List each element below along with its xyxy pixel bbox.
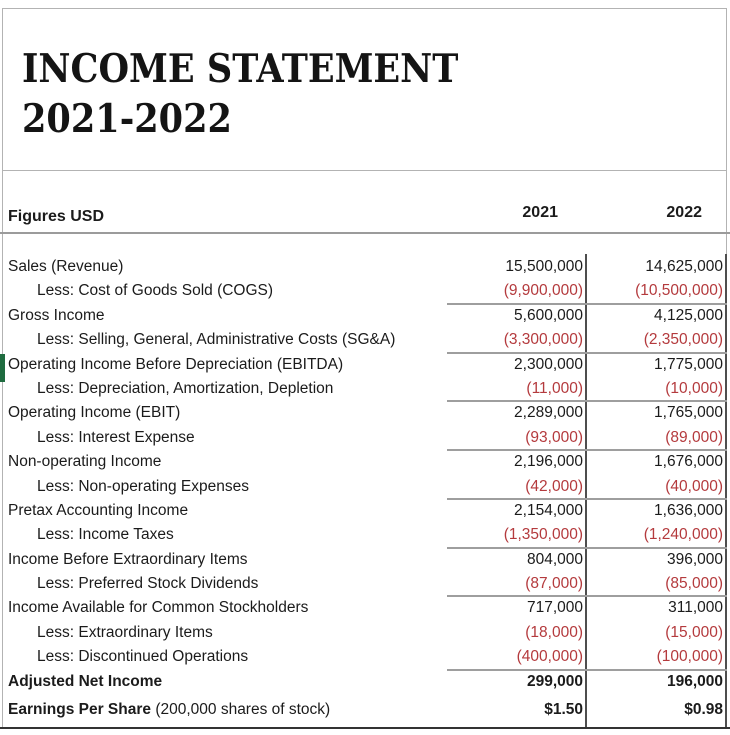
row-label: Sales (Revenue) — [8, 258, 124, 275]
value-2022: (2,350,000) — [643, 331, 723, 349]
statement-row — [0, 621, 730, 645]
value-2021: 5,600,000 — [514, 306, 583, 324]
row-label: Operating Income Before Depreciation (EBITDA) — [8, 355, 344, 373]
row-label: Less: Extraordinary Items — [37, 623, 213, 641]
row-label: Less: Discontinued Operations — [37, 648, 249, 666]
column-header-row — [0, 204, 730, 230]
row-label: Less: Depreciation, Amortization, Depletion — [37, 379, 334, 397]
value-2021: (87,000) — [525, 575, 583, 593]
statement-row — [0, 377, 730, 401]
column-header-2022: 2022 — [666, 204, 702, 221]
value-2021: 299,000 — [526, 672, 583, 690]
statement-row — [0, 499, 730, 523]
row-label: Pretax Accounting Income — [8, 501, 189, 519]
value-2022: 1,636,000 — [654, 501, 723, 519]
statement-row — [0, 401, 730, 425]
row-label: Less: Selling, General, Administrative Costs (SG&A) — [37, 331, 396, 349]
value-2022: (15,000) — [665, 623, 723, 641]
value-2021: (9,900,000) — [503, 282, 583, 300]
statement-row — [0, 426, 730, 450]
value-2021: 804,000 — [526, 550, 583, 568]
eps-value-2022: $0.98 — [684, 701, 723, 719]
row-label: Less: Preferred Stock Dividends — [37, 575, 259, 593]
row-label: Less: Interest Expense — [37, 428, 195, 446]
value-2022: 196,000 — [666, 672, 723, 690]
row-label: Income Before Extraordinary Items — [8, 550, 248, 568]
value-2022: (10,000) — [665, 379, 723, 397]
value-2022: 396,000 — [666, 550, 723, 568]
value-2021: 2,289,000 — [514, 404, 583, 422]
value-2021: 2,300,000 — [514, 355, 583, 373]
row-label: Less: Non-operating Expenses — [37, 477, 249, 495]
statement-row — [0, 255, 730, 279]
value-2021: 15,500,000 — [505, 258, 583, 275]
value-2022: 311,000 — [668, 599, 723, 617]
value-2021: 2,154,000 — [514, 501, 583, 519]
value-2021: (3,300,000) — [503, 331, 583, 349]
row-label: Gross Income — [8, 306, 105, 324]
value-2022: 14,625,000 — [645, 258, 723, 275]
value-2022: (85,000) — [665, 575, 723, 593]
value-2021: (93,000) — [525, 428, 583, 446]
statement-row — [0, 548, 730, 572]
statement-row — [0, 572, 730, 596]
statement-row — [0, 450, 730, 474]
column-header-2021: 2021 — [522, 204, 558, 221]
eps-row — [0, 698, 730, 722]
value-2021: (400,000) — [516, 648, 583, 666]
value-2022: 1,676,000 — [654, 453, 723, 471]
row-label: Income Available for Common Stockholders — [8, 599, 309, 617]
figures-usd-label: Figures USD — [8, 208, 105, 225]
statement-row — [0, 279, 730, 303]
eps-value-2021: $1.50 — [544, 701, 583, 719]
statement-row — [0, 645, 730, 669]
value-2022: (100,000) — [656, 648, 723, 666]
statement-row — [0, 353, 730, 377]
row-label: Operating Income (EBIT) — [8, 404, 181, 422]
page-title — [22, 44, 458, 144]
statement-row — [0, 328, 730, 352]
value-2022: (1,240,000) — [643, 526, 723, 544]
row-label: Adjusted Net Income — [8, 672, 163, 690]
value-2021: 717,000 — [526, 599, 583, 617]
statement-row — [0, 523, 730, 547]
header-underline — [0, 232, 730, 234]
value-2022: 1,765,000 — [654, 404, 723, 422]
value-2022: (89,000) — [665, 428, 723, 446]
value-2021: (1,350,000) — [503, 526, 583, 544]
value-2022: (10,500,000) — [635, 282, 723, 300]
value-2021: (11,000) — [526, 379, 583, 397]
value-2021: (18,000) — [525, 623, 583, 641]
value-2022: 1,775,000 — [654, 355, 723, 373]
value-2021: (42,000) — [525, 477, 583, 495]
bottom-border-line — [0, 727, 730, 729]
page-title-line2: 2021-2022 — [22, 96, 232, 142]
row-label: Less: Cost of Goods Sold (COGS) — [37, 282, 274, 300]
statement-row — [0, 304, 730, 328]
row-label: Less: Income Taxes — [37, 526, 174, 544]
statement-row — [0, 475, 730, 499]
value-2021: 2,196,000 — [514, 453, 583, 471]
statement-row — [0, 670, 730, 694]
statement-rows — [0, 255, 730, 722]
eps-label — [0, 698, 447, 722]
eps-label-bold: Earnings Per Share — [8, 701, 152, 719]
value-2022: 4,125,000 — [654, 306, 723, 324]
page-title-line1: INCOME STATEMENT — [22, 46, 459, 92]
eps-label-normal: (200,000 shares of stock) — [151, 701, 331, 719]
row-label: Non-operating Income — [8, 453, 162, 471]
value-2022: (40,000) — [665, 477, 723, 495]
statement-row — [0, 596, 730, 620]
title-separator-line — [2, 170, 727, 171]
